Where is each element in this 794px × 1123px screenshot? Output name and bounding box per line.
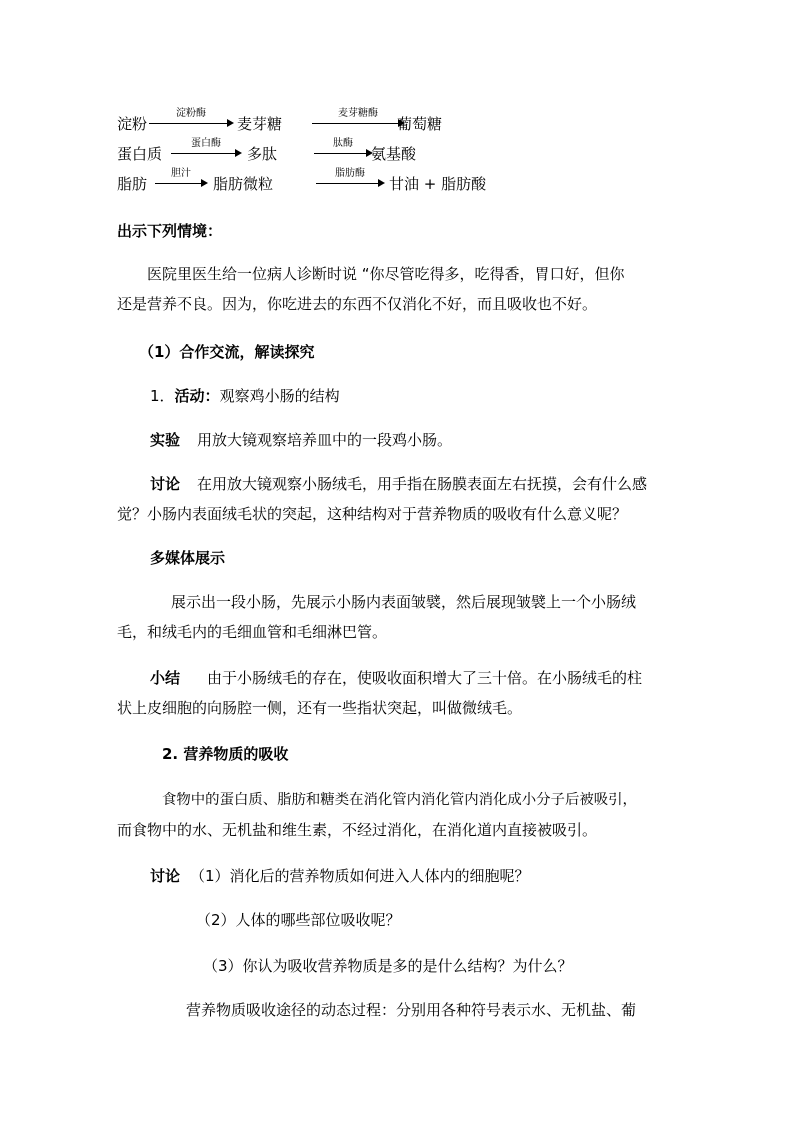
enzyme-label: 肽酶 [333,138,353,149]
paragraph-line: 毛，和绒毛内的毛细血管和毛细淋巴管。 [117,623,388,641]
equation-term: 脂肪 [117,175,148,193]
situation-heading: 出示下列情境： [117,222,223,240]
reaction-arrow [316,168,384,196]
reaction-arrow [314,138,372,166]
arrowhead-icon [227,119,234,127]
activity-line [150,386,340,406]
activity-text: 观察鸡小肠的结构 [219,387,340,405]
paragraph-line: 状上皮细胞的向肠腔一侧，还有一些指状突起，叫做微绒毛。 [117,699,523,717]
discussion-line [150,474,647,494]
section-heading: 2. 营养物质的吸收 [162,745,289,763]
equation-term: 脂肪微粒 [213,175,274,193]
question-text: （3）你认为吸收营养物质是多的是什么结构？为什么？ [203,957,573,975]
paragraph-line: 展示出一段小肠，先展示小肠内表面皱襞，然后展现皱襞上一个小肠绒 [171,593,637,611]
arrowhead-icon [378,179,385,187]
activity-label: 活动： [174,387,220,405]
arrowhead-icon [201,179,208,187]
paragraph-line: 而食物中的水、无机盐和维生素，不经过消化，在消化道内直接被吸引。 [117,821,598,839]
enzyme-label: 脂肪酶 [335,168,365,179]
discussion-text: 在用放大镜观察小肠绒毛，用手指在肠膜表面左右抚摸，会有什么感 [197,475,648,493]
paragraph-line: 营养物质吸收途径的动态过程：分别用各种符号表示水、无机盐、葡 [186,1001,637,1019]
paragraph-line: 医院里医生给一位病人诊断时说 “你尽管吃得多，吃得香，胃口好，但你 [147,265,625,283]
reaction-arrow [155,168,207,196]
paragraph-line: 还是营养不良。因为，你吃进去的东西不仅消化不好，而且吸收也不好。 [117,295,598,313]
enzyme-label: 胆汁 [171,168,191,179]
discussion-label: 讨论 [150,475,181,493]
equation-term: 多肽 [247,145,278,163]
paragraph-line: 觉？小肠内表面绒毛状的突起，这种结构对于营养物质的吸收有什么意义呢？ [117,505,628,523]
question-text: （1）消化后的营养物质如何进入人体内的细胞呢？ [190,867,530,885]
equation-starch [117,108,457,136]
equation-term: 氨基酸 [371,145,417,163]
equation-term: 葡萄糖 [397,115,443,133]
paragraph-line: 食物中的蛋白质、脂肪和糖类在消化管内消化管内消化成小分子后被吸引， [162,792,637,808]
experiment-label: 实验 [150,431,181,449]
equation-term: 麦芽糖 [237,115,283,133]
reaction-arrow [312,108,404,136]
section-heading: （1）合作交流，解读探究 [139,343,315,361]
equation-term: 蛋白质 [117,145,163,163]
question-text: （2）人体的哪些部位吸收呢？ [196,911,401,929]
equation-protein [117,138,457,166]
experiment-text: 用放大镜观察培养皿中的一段鸡小肠。 [197,431,453,449]
equation-fat [117,168,517,196]
experiment-line [150,430,452,450]
arrowhead-icon [235,149,242,157]
media-heading: 多媒体展示 [150,549,226,567]
reaction-arrow [149,108,233,136]
discussion-line [150,866,530,886]
summary-label: 小结 [150,669,181,687]
equation-term: 淀粉 [117,115,148,133]
activity-number: 1． [150,387,175,405]
enzyme-label: 蛋白酶 [191,138,221,149]
summary-text: 由于小肠绒毛的存在，使吸收面积增大了三十倍。在小肠绒毛的柱 [207,669,643,687]
enzyme-label: 麦芽糖酶 [338,108,378,119]
summary-line [150,668,642,688]
equation-term: 甘油 + 脂肪酸 [389,175,487,193]
enzyme-label: 淀粉酶 [176,108,206,119]
discussion-label: 讨论 [150,867,181,885]
reaction-arrow [171,138,241,166]
